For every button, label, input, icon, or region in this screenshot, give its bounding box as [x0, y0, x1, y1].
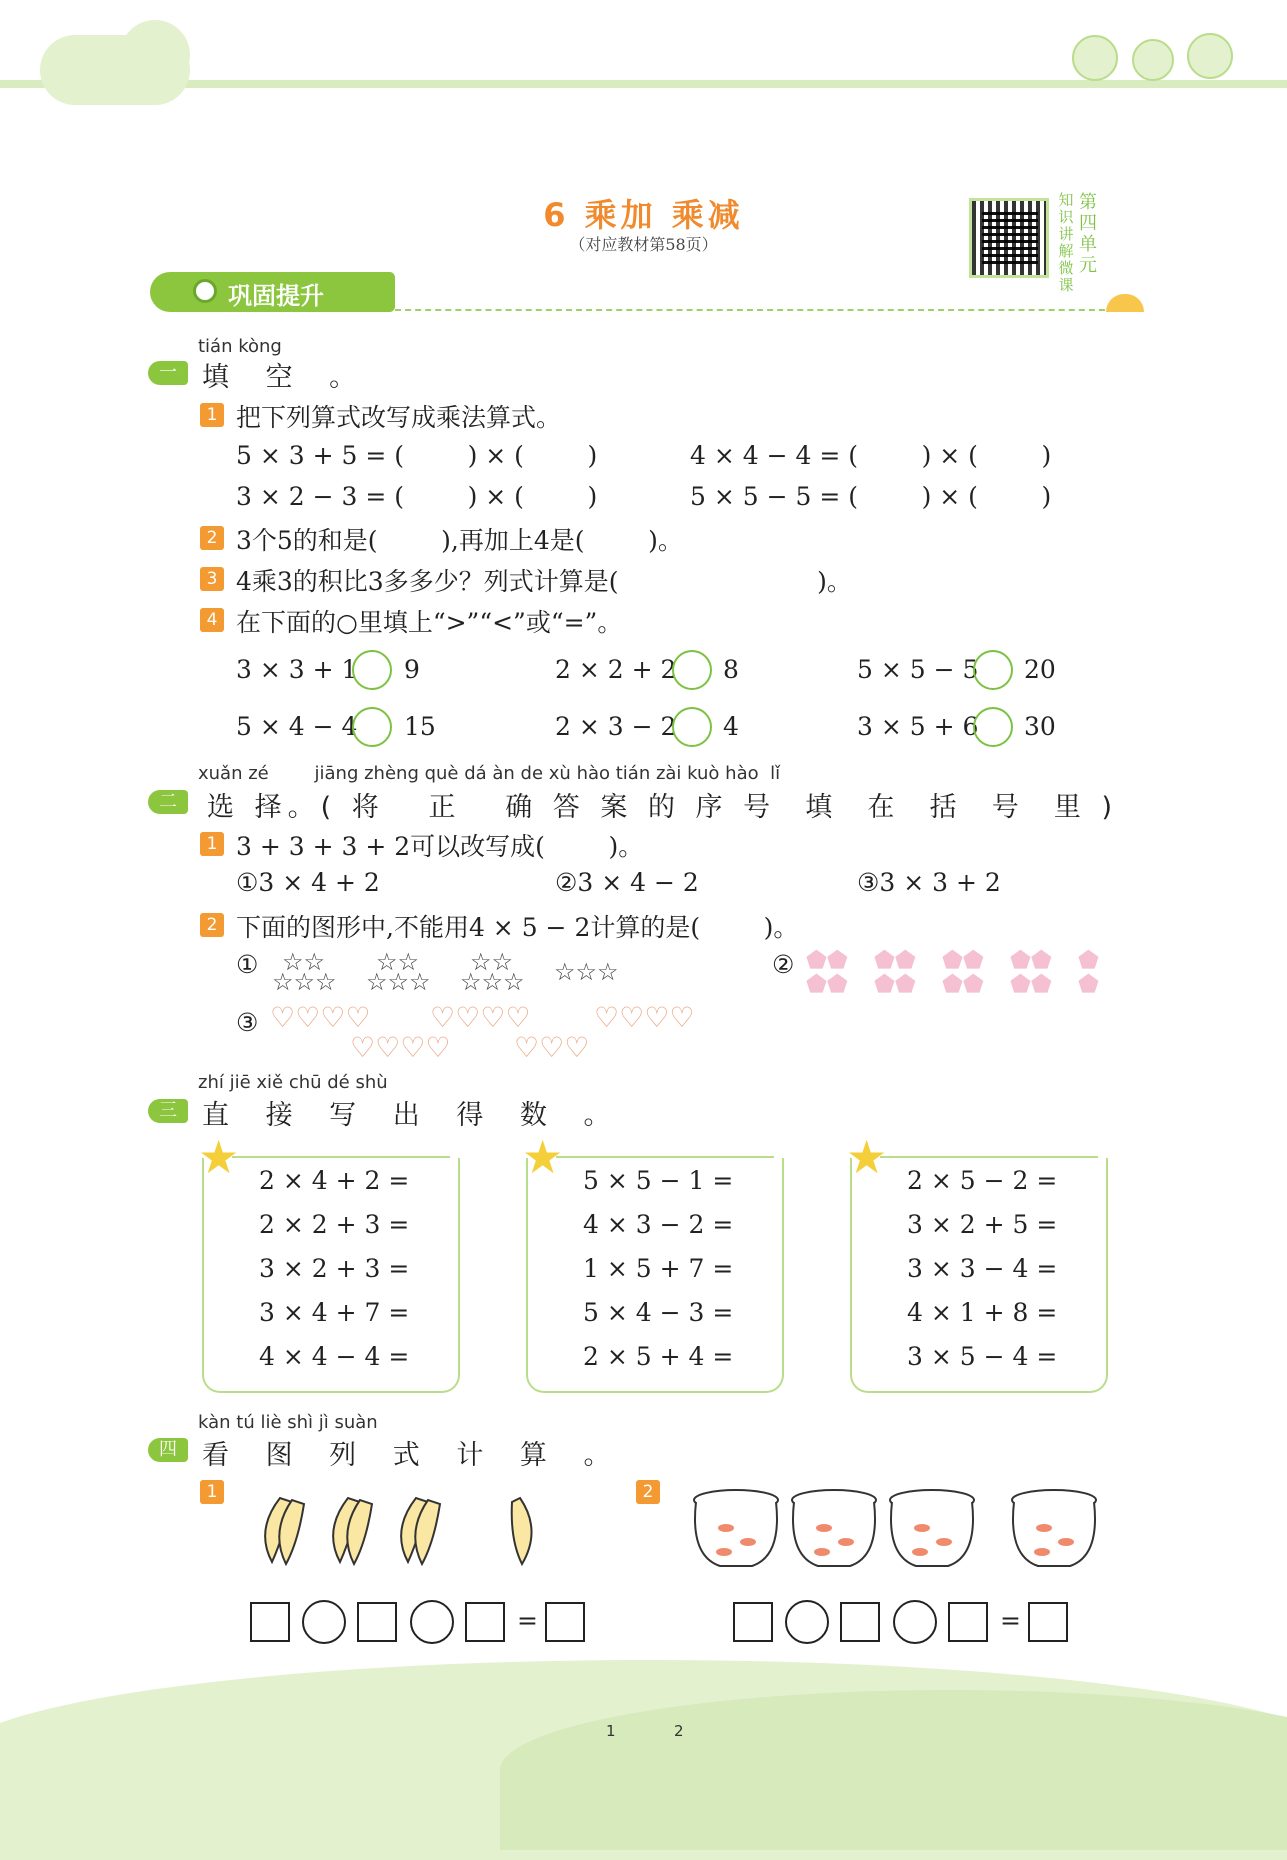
heart-icon: ♡♡♡♡: [594, 1001, 695, 1034]
star-mascot-icon: ★: [522, 1130, 564, 1184]
compare-left: 5 × 5 − 5: [857, 655, 979, 684]
heart-icon: ♡♡♡: [514, 1031, 590, 1064]
calc-item: 3 × 2 + 5 =: [907, 1210, 1058, 1239]
star-icon: ☆☆☆: [554, 958, 619, 986]
calc-item: 5 × 4 − 3 =: [583, 1298, 734, 1327]
compare-circle[interactable]: [672, 707, 712, 747]
section1-title: 填 空 。: [202, 362, 371, 393]
section2-pinyin: xuǎn zé jiāng zhèng què dá àn de xù hào tián zài kuò hào lǐ: [198, 763, 781, 784]
question-text: 下面的图形中,不能用4 × 5 − 2计算的是( )。: [236, 913, 799, 942]
option-label[interactable]: ②: [772, 950, 795, 979]
star-mascot-icon: ★: [198, 1130, 240, 1184]
choice-option[interactable]: ①3 × 4 + 2: [236, 868, 380, 897]
star-icon: ☆☆: [470, 948, 514, 976]
section4-badge: 四: [148, 1438, 188, 1462]
pentagon-icon: ⬟: [1078, 946, 1099, 974]
star-icon: ☆☆: [376, 948, 420, 976]
compare-circle[interactable]: [352, 650, 392, 690]
stars-figure: [272, 950, 632, 1000]
operator-circle[interactable]: [410, 1600, 454, 1644]
option-label[interactable]: ①: [236, 950, 259, 979]
banner-label: 巩固提升: [228, 282, 324, 310]
animal-mascots-decoration: [1065, 30, 1245, 82]
fishbowls-picture: [690, 1486, 1110, 1576]
compare-right: 4: [723, 712, 739, 741]
calc-item: 5 × 5 − 1 =: [583, 1166, 734, 1195]
hearts-figure: [270, 1001, 710, 1066]
question-text: 4乘3的积比3多多少？列式计算是( )。: [236, 567, 852, 596]
section3-pinyin: zhí jiē xiě chū dé shù: [198, 1072, 388, 1093]
bananas-picture: [250, 1490, 560, 1570]
page-title: 6 乘加 乘减: [543, 196, 744, 234]
pentagon-icon: ⬟⬟: [942, 946, 984, 974]
qr-label-microlesson: 知识讲解微课: [1058, 191, 1074, 294]
qr-code-pattern: [982, 208, 1038, 264]
compare-left: 3 × 3 + 1: [236, 655, 358, 684]
page-number-left: 1: [606, 1722, 616, 1740]
calc-item: 4 × 1 + 8 =: [907, 1298, 1058, 1327]
qr-label-unit: 第四单元: [1079, 192, 1097, 276]
banner-divider: [395, 309, 1115, 311]
question-text: 在下面的○里填上“>”“<”或“=”。: [236, 608, 623, 637]
operator-circle[interactable]: [302, 1600, 346, 1644]
calc-item: 4 × 4 − 4 =: [259, 1342, 410, 1371]
pentagon-icon: ⬟⬟: [1010, 946, 1052, 974]
answer-box[interactable]: [1028, 1602, 1068, 1642]
heart-icon: ♡♡♡♡: [430, 1001, 531, 1034]
pentagon-icon: ⬟⬟: [1010, 970, 1052, 998]
question-number: 3: [200, 567, 224, 591]
answer-box[interactable]: [465, 1602, 505, 1642]
section1-badge: 一: [148, 361, 188, 385]
rewrite-row: 5 × 3 + 5 = ( ) × ( ): [236, 441, 598, 470]
calc-item: 2 × 5 + 4 =: [583, 1342, 734, 1371]
question-number: 2: [636, 1480, 660, 1504]
snail-icon: [193, 279, 217, 303]
answer-box[interactable]: [545, 1602, 585, 1642]
star-icon: ☆☆☆: [460, 968, 525, 996]
compare-right: 15: [404, 712, 436, 741]
pentagon-icon: ⬟⬟: [942, 970, 984, 998]
pentagon-icon: ⬟⬟: [806, 946, 848, 974]
answer-box[interactable]: [250, 1602, 290, 1642]
calc-item: 3 × 5 − 4 =: [907, 1342, 1058, 1371]
pentagon-icon: ⬟⬟: [806, 970, 848, 998]
pentagons-figure: [806, 948, 1106, 1000]
answer-box[interactable]: [948, 1602, 988, 1642]
calc-item: 1 × 5 + 7 =: [583, 1254, 734, 1283]
pentagon-icon: ⬟⬟: [874, 970, 916, 998]
question-text: 3 + 3 + 3 + 2可以改写成( )。: [236, 832, 644, 861]
section1-pinyin: tián kòng: [198, 336, 282, 357]
operator-circle[interactable]: [893, 1600, 937, 1644]
section2-badge: 二: [148, 790, 188, 814]
section4-title: 看 图 列 式 计 算 。: [202, 1440, 625, 1471]
question-number: 2: [200, 913, 224, 937]
section3-title: 直 接 写 出 得 数 。: [202, 1100, 625, 1131]
question-number: 1: [200, 1480, 224, 1504]
question-number: 4: [200, 608, 224, 632]
rewrite-row: 3 × 2 − 3 = ( ) × ( ): [236, 482, 598, 511]
compare-circle[interactable]: [973, 650, 1013, 690]
page-number-right: 2: [674, 1722, 684, 1740]
calc-item: 2 × 2 + 3 =: [259, 1210, 410, 1239]
question-number: 1: [200, 403, 224, 427]
pentagon-icon: ⬟⬟: [874, 946, 916, 974]
equals-sign: =: [517, 1606, 538, 1635]
rewrite-row: 5 × 5 − 5 = ( ) × ( ): [690, 482, 1052, 511]
compare-right: 8: [723, 655, 739, 684]
answer-box[interactable]: [357, 1602, 397, 1642]
question-number: 2: [200, 526, 224, 550]
section2-title: 选 择。( 将 正 确 答 案 的 序 号 填 在 括 号 里 ): [207, 792, 1119, 823]
answer-box[interactable]: [733, 1602, 773, 1642]
compare-left: 5 × 4 − 4: [236, 712, 358, 741]
compare-left: 3 × 5 + 6: [857, 712, 979, 741]
sun-cloud-decoration: [120, 20, 190, 90]
star-icon: ☆☆: [282, 948, 326, 976]
option-label[interactable]: ③: [236, 1008, 259, 1037]
star-icon: ☆☆☆: [272, 968, 337, 996]
compare-left: 2 × 2 + 2: [555, 655, 677, 684]
calc-item: 4 × 3 − 2 =: [583, 1210, 734, 1239]
rewrite-row: 4 × 4 − 4 = ( ) × ( ): [690, 441, 1052, 470]
calc-item: 2 × 4 + 2 =: [259, 1166, 410, 1195]
section3-badge: 三: [148, 1099, 188, 1123]
calc-item: 2 × 5 − 2 =: [907, 1166, 1058, 1195]
question-text: 把下列算式改写成乘法算式。: [236, 403, 562, 432]
compare-right: 20: [1024, 655, 1056, 684]
compare-circle[interactable]: [672, 650, 712, 690]
heart-icon: ♡♡♡♡: [350, 1031, 451, 1064]
calc-item: 3 × 4 + 7 =: [259, 1298, 410, 1327]
sun-icon: [1106, 294, 1144, 312]
answer-box[interactable]: [840, 1602, 880, 1642]
compare-right: 30: [1024, 712, 1056, 741]
compare-circle[interactable]: [352, 707, 392, 747]
section4-pinyin: kàn tú liè shì jì suàn: [198, 1412, 378, 1433]
star-mascot-icon: ★: [846, 1130, 888, 1184]
compare-left: 2 × 3 − 2: [555, 712, 677, 741]
question-text: 3个5的和是( ),再加上4是( )。: [236, 526, 683, 555]
question-number: 1: [200, 832, 224, 856]
pentagon-icon: ⬟: [1078, 970, 1099, 998]
compare-circle[interactable]: [973, 707, 1013, 747]
page-subtitle: （对应教材第58页）: [569, 235, 718, 254]
equals-sign: =: [1000, 1606, 1021, 1635]
choice-option[interactable]: ②3 × 4 − 2: [555, 868, 699, 897]
heart-icon: ♡♡♡♡: [270, 1001, 371, 1034]
calc-item: 3 × 2 + 3 =: [259, 1254, 410, 1283]
star-icon: ☆☆☆: [366, 968, 431, 996]
calc-item: 3 × 3 − 4 =: [907, 1254, 1058, 1283]
choice-option[interactable]: ③3 × 3 + 2: [857, 868, 1001, 897]
compare-right: 9: [404, 655, 420, 684]
operator-circle[interactable]: [785, 1600, 829, 1644]
